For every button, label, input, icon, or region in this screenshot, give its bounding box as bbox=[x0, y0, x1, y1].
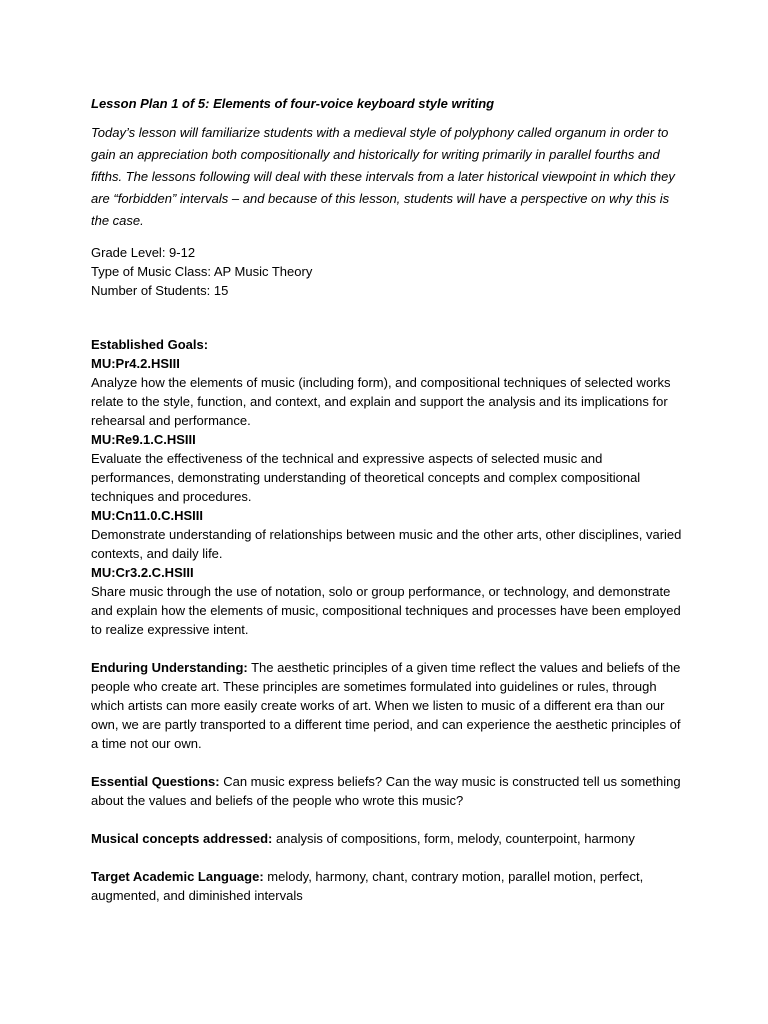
language-label: Target Academic Language: bbox=[91, 869, 264, 884]
class-type: Type of Music Class: AP Music Theory bbox=[91, 264, 313, 279]
goal-code: MU:Pr4.2.HSIII bbox=[91, 356, 180, 371]
musical-concepts bbox=[91, 829, 688, 848]
lesson-intro: Today’s lesson will familiarize students with a medieval style of polyphony called organum in order to gain an appreciation both compositionally and historically for writing primarily in parallel fourths and fifths. The lessons following will deal with these intervals from a later historical viewpoint in which they are “forbidden” intervals – and because of this lesson, students will have a perspective on why this is the case. bbox=[91, 125, 675, 228]
goal-code: MU:Re9.1.C.HSIII bbox=[91, 432, 196, 447]
goal-text: Demonstrate understanding of relationships between music and the other arts, other disciplines, varied contexts, and daily life. bbox=[91, 527, 682, 561]
goal-code: MU:Cr3.2.C.HSIII bbox=[91, 565, 194, 580]
enduring-text: The aesthetic principles of a given time reflect the values and beliefs of the people who create art. These principles are sometimes formulated into guidelines or rules, through which artists can more easily create works of art. When we listen to music of a different era than our own, we are partly transported to a different time period, and can experience the aesthetic principles of a time not our own. bbox=[91, 660, 681, 751]
language-text: melody, harmony, chant, contrary motion, parallel motion, perfect, augmented, and diminished intervals bbox=[91, 869, 644, 903]
lesson-title: Lesson Plan 1 of 5: Elements of four-voice keyboard style writing bbox=[91, 96, 495, 111]
academic-language bbox=[91, 867, 688, 905]
enduring-understanding bbox=[91, 658, 688, 753]
goal-text: Evaluate the effectiveness of the technical and expressive aspects of selected music and performances, demonstrating understanding of theoretical concepts and complex compositional techniques and procedures. bbox=[91, 451, 641, 504]
concepts-text: analysis of compositions, form, melody, counterpoint, harmony bbox=[272, 831, 635, 846]
concepts-label: Musical concepts addressed: bbox=[91, 831, 273, 846]
goals-heading: Established Goals: bbox=[91, 337, 209, 352]
goal-code: MU:Cn11.0.C.HSIII bbox=[91, 508, 203, 523]
student-count: Number of Students: 15 bbox=[91, 283, 229, 298]
goal-text: Share music through the use of notation, solo or group performance, or technology, and demonstrate and explain how the elements of music, compositional techniques and processes have been employed to realize expressive intent. bbox=[91, 584, 681, 637]
essential-text: Can music express beliefs? Can the way music is constructed tell us something about the values and beliefs of the people who wrote this music? bbox=[91, 774, 681, 808]
essential-label: Essential Questions: bbox=[91, 774, 220, 789]
essential-questions bbox=[91, 772, 688, 810]
class-info bbox=[91, 243, 688, 300]
established-goals bbox=[91, 335, 688, 639]
enduring-label: Enduring Understanding: bbox=[91, 660, 248, 675]
goal-text: Analyze how the elements of music (including form), and compositional techniques of selected works relate to the style, function, and context, and explain and support the analysis and its implications for rehearsal and performance. bbox=[91, 375, 671, 428]
grade-level: Grade Level: 9-12 bbox=[91, 245, 196, 260]
